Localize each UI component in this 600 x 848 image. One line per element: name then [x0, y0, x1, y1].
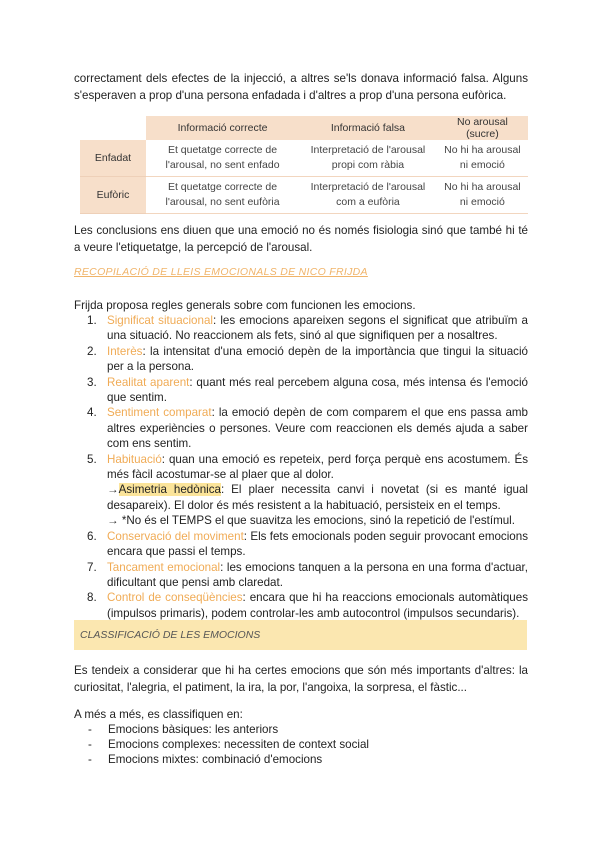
intro-paragraph: correctament dels efectes de la injecció, a altres se'ls donava informació falsa. Alguns s'esperaven a prop d'una persona enfadada i d'altres a prop d'una persona eufòrica.	[74, 72, 528, 102]
table-header-row	[80, 116, 528, 140]
row-label: Eufòric	[80, 177, 146, 214]
row-label: Enfadat	[80, 140, 146, 177]
list-item	[74, 590, 528, 621]
table-cell: Et quetatge correcte de l'arousal, no sent enfado	[146, 140, 299, 177]
list-item-text: Emocions mixtes: combinació d'emocions	[108, 753, 323, 766]
rule-term: Significat situacional	[107, 314, 213, 327]
list-item	[74, 405, 528, 451]
item-number: 6.	[87, 529, 97, 543]
section-heading-frijda: RECOPILACIÓ DE LLEIS EMOCIONALS DE NICO FRIJDA	[74, 266, 368, 278]
item-number: 5.	[87, 452, 97, 466]
rules-list	[74, 313, 528, 621]
table-cell: Interpretació de l'arousal com a eufòria	[299, 177, 437, 214]
item-number: 4.	[87, 406, 97, 420]
tendency-paragraph: Es tendeix a considerar que hi ha certes emocions que són més importants d'altres: la curiositat, l'alegria, el patiment, la ira, la por, l'angoixa, la sorpresa, el fàstic...	[74, 664, 528, 694]
time-note: → *No és el TEMPS el que suavitza les emocions, sinó la repetició de l'estímul.	[107, 514, 515, 528]
table-cell: No hi ha arousal ni emoció	[437, 140, 528, 177]
list-item	[88, 737, 369, 752]
table-row	[80, 140, 528, 177]
rule-term: Control de conseqüències	[107, 591, 243, 605]
rule-text: : la emoció depèn de com comparem el que ens passa amb altres experiències o persones. Veure com reaccionen els demés ajuda a saber com ens sentim.	[107, 406, 529, 451]
asymmetry-text: : El plaer necessita canvi i novetat (si es manté igual desapareix). El dolor és més resistent a la habituació, persisteix en el temps.	[107, 483, 528, 512]
list-dash: -	[88, 738, 92, 751]
item-number: 7.	[87, 560, 97, 574]
rule-text: : les emocions tanquen a la persona en una forma d'actuar, dificultant que pensi amb claredat.	[107, 560, 528, 589]
list-item	[88, 722, 369, 737]
rule-term: Conservació del moviment	[107, 529, 244, 543]
list-item-text: Emocions complexes: necessiten de context social	[108, 738, 369, 751]
item-number: 2.	[87, 344, 97, 358]
list-item	[74, 452, 528, 529]
table-header: No arousal (sucre)	[437, 116, 528, 140]
table-cell: No hi ha arousal ni emoció	[437, 177, 528, 214]
list-item	[74, 529, 528, 560]
asymmetry-highlight: Asimetria hedònica	[118, 483, 221, 497]
table-header: Informació falsa	[299, 116, 437, 140]
list-item	[88, 752, 369, 767]
table-corner-cell	[80, 116, 146, 140]
rule-text: : quant més real percebem alguna cosa, més intensa és l'emoció que sentim.	[107, 375, 528, 405]
frijda-intro: Frijda proposa regles generals sobre com funcionen les emocions.	[74, 299, 416, 312]
classification-list	[88, 722, 369, 767]
item-number: 1.	[87, 314, 97, 327]
list-item	[74, 375, 528, 406]
conclusions-paragraph: Les conclusions ens diuen que una emoció no és només fisiologia sinó que també hi té a veure l'etiquetatge, la percepció de l'arousal.	[74, 224, 528, 254]
rule-text: : la intensitat d'una emoció depèn de la importància que tingui la situació per a la persona.	[107, 344, 528, 374]
item-number: 3.	[87, 375, 97, 389]
rule-text: : quan una emoció es repeteix, perd força perquè ens acostumem. És més fàcil acostumar-se al plaer que al dolor.	[107, 452, 528, 482]
rule-text: : les emocions apareixen segons el significat que atribuïm a una situació. No reaccionem als fets, sinó al que signifiquen per a nosaltres.	[107, 314, 528, 343]
rule-term: Interès	[107, 344, 143, 358]
classification-intro: A més a més, es classifiquen en:	[74, 708, 243, 721]
rule-term: Tancament emocional	[107, 560, 221, 574]
rule-term: Sentiment comparat	[107, 406, 212, 420]
table-header: Informació correcte	[146, 116, 299, 140]
item-number: 8.	[87, 591, 97, 605]
rule-term: Habituació	[107, 452, 162, 466]
list-item-text: Emocions bàsiques: les anteriors	[108, 723, 279, 736]
arousal-table	[80, 116, 528, 214]
rule-term: Realitat aparent	[107, 375, 190, 389]
table-cell: Interpretació de l'arousal propi com ràbia	[299, 140, 437, 177]
table-cell: Et quetatge correcte de l'arousal, no sent eufòria	[146, 177, 299, 214]
list-dash: -	[88, 753, 92, 766]
section-heading-classification: CLASSIFICACIÓ DE LES EMOCIONS	[80, 629, 261, 641]
table-row	[80, 177, 528, 214]
rule-text: : Els fets emocionals poden seguir provocant emocions encara que passi el temps.	[107, 529, 528, 559]
list-item	[74, 344, 528, 375]
section-heading-classification-box	[74, 620, 527, 650]
list-item	[74, 313, 528, 344]
rule-text: : encara que hi ha reaccions emocionals automàtiques (impulsos primaris), podem controlar-les amb autocontrol (impulsos secundaris).	[107, 591, 528, 620]
arrow-glyph: →	[107, 483, 119, 497]
list-dash: -	[88, 723, 92, 736]
list-item	[74, 560, 528, 591]
